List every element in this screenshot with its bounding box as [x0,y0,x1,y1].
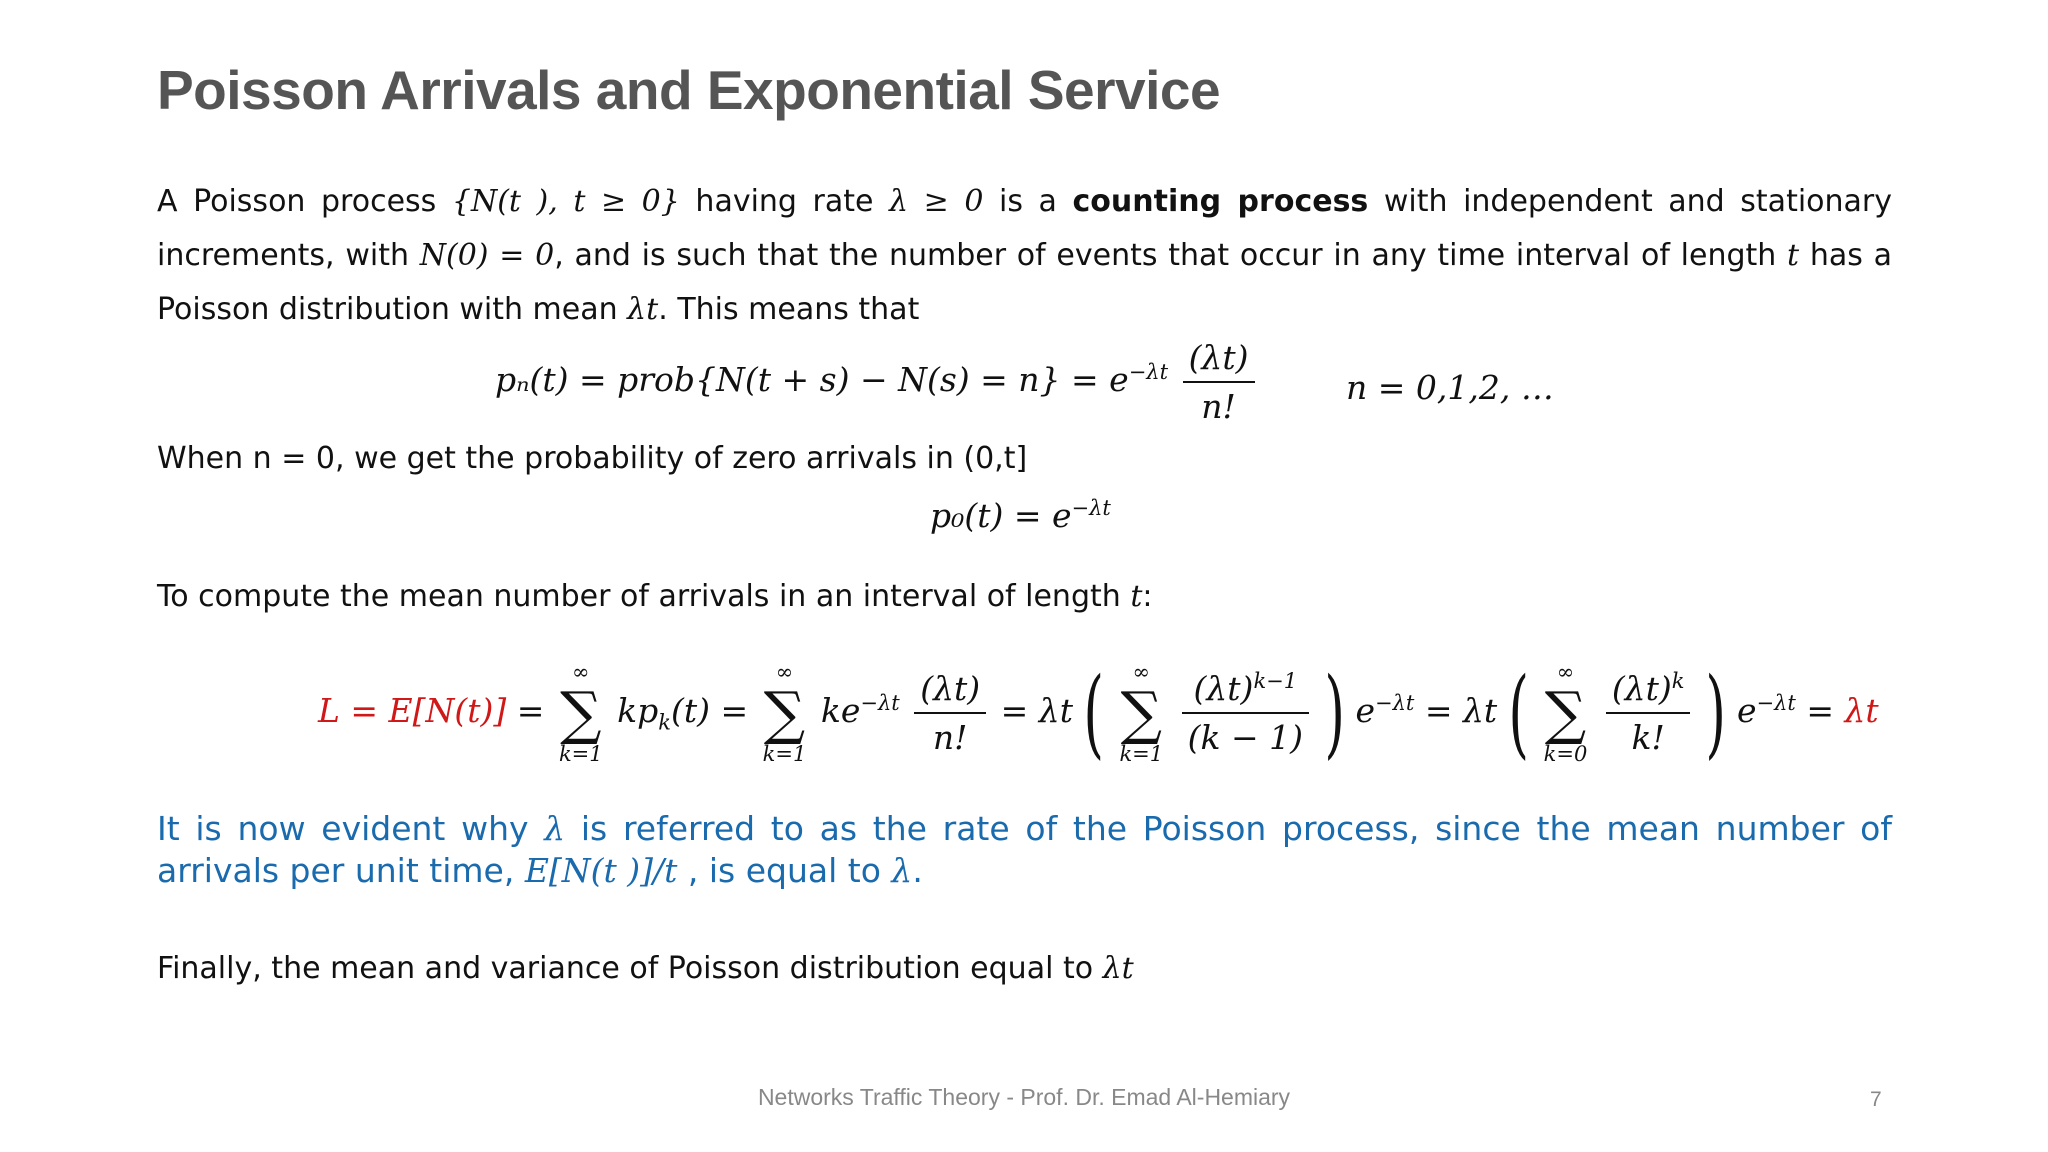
evident-paragraph [157,808,1892,892]
mean-intro-text [157,570,1892,624]
poisson-pmf-equation [495,338,1259,426]
eq2-lt-2: = λt [1424,691,1498,730]
left-paren-2: ( [1508,657,1529,769]
sum-4-lower: k=0 [1543,742,1588,766]
intro-text-1: A Poisson process [157,184,437,219]
sum-2-lower: k=1 [762,742,807,766]
right-paren-2: ) [1705,657,1727,769]
intro-math-n0: N(0) = 0 [419,238,555,273]
intro-text-5: , and is such that the number of events that occur in any time interval of length [554,238,1788,273]
eq2-term1b: (t) = [670,691,749,730]
intro-math-t: t [1787,238,1800,273]
eq2-frac3-den: k! [1631,718,1665,757]
evident-text-2: is referred to as the rate of the Poisson process, since the mean number of arrivals per unit time, [157,809,1892,890]
eq2-lt-1: = λt [1000,691,1073,730]
evident-lambda-1: λ [544,809,566,848]
final-text: Finally, the mean and variance of Poisson distribution equal to [157,951,1103,986]
evident-text-1: It is now evident why [157,809,545,848]
final-math: λt [1102,951,1134,986]
eq2-frac2-den: (k − 1) [1187,718,1303,757]
right-paren-1: ) [1323,657,1345,769]
evident-text-3: , is equal to [677,851,892,890]
eq2-frac3-num [1606,669,1691,714]
page-number: 7 [1870,1088,1882,1111]
eq2-frac3-num-base: (λt) [1611,669,1672,708]
sum-1-sigma: ∑ [560,679,602,747]
slide-title: Poisson Arrivals and Exponential Service [157,59,1221,121]
eq2-term2: ke [820,691,861,730]
eq1-numerator: (λt) [1183,338,1255,383]
eq2-fraction-3 [1606,669,1691,757]
eq2-e-1-exp: −λt [1374,691,1415,715]
eq1-denominator: n! [1201,387,1236,426]
sum-3-upper: ∞ [1132,660,1151,684]
mean-arrivals-equation [318,657,1879,769]
sum-2-sigma: ∑ [763,679,806,747]
eq2-lhs: L = E[N(t)] [318,691,507,730]
sum-3-lower: k=1 [1119,742,1164,766]
sum-4 [1544,660,1588,766]
sum-4-sigma: ∑ [1544,679,1587,747]
eq2-fraction-1 [914,669,986,757]
zero-arrivals-equation [930,496,1111,535]
eq2-rhs: λt [1844,691,1879,730]
intro-text-6: has a Poisson distribution with mean [157,238,1893,327]
mean-colon: : [1142,579,1153,614]
intro-text-7: . This means that [658,292,920,327]
sum-3-sigma: ∑ [1120,679,1162,747]
eq2-frac2-num-exp: k−1 [1253,669,1298,693]
intro-text-4: with independent and stationary increments, with [157,184,1893,273]
mean-var-t: t [1130,579,1143,614]
sum-1 [559,660,603,766]
eq2-frac3-num-exp: k [1671,669,1685,693]
intro-math-lt: λt [627,292,659,327]
sum-3 [1119,660,1163,766]
sum-4-upper: ∞ [1556,660,1575,684]
eq2-e-1: e [1355,691,1375,730]
eq2-frac2-num [1182,669,1309,714]
eq2-e-2: e [1736,691,1757,730]
evident-text-4: . [912,851,923,890]
intro-math-rate: λ ≥ 0 [889,184,984,219]
eq2-frac1-den: n! [932,718,968,757]
intro-bold-counting: counting process [1072,184,1369,219]
eq2-equals-last: = [1806,691,1834,730]
left-paren-1: ( [1083,657,1105,769]
eq1-condition: n = 0,1,2, … [1346,368,1554,407]
final-paragraph [157,942,1892,996]
eq2-e-2-exp: −λt [1756,691,1796,715]
eq2-term2-exp: −λt [860,691,900,715]
eq2-frac1-num: (λt) [914,669,986,714]
evident-lambda-2: λ [891,851,913,890]
eq2-term1: kp [617,691,659,730]
sum-2 [763,660,807,766]
intro-math-process: {N(t ), t ≥ 0} [451,184,680,219]
eq1-exponent: −λt [1128,360,1169,384]
sum-2-upper: ∞ [775,660,794,684]
evident-math-ratio: E[N(t )]/t [524,851,678,890]
intro-text-2: having rate [679,184,890,219]
sum-1-lower: k=1 [558,742,603,766]
slide-footer: Networks Traffic Theory - Prof. Dr. Emad Al-Hemiary [757,1084,1291,1110]
eq2-frac2-num-base: (λt) [1193,669,1254,708]
mean-text: To compute the mean number of arrivals in an interval of length [157,579,1131,614]
eq-p0: p₀(t) = e [930,496,1072,535]
sum-1-upper: ∞ [572,660,590,684]
eq2-term1-sub: k [658,710,671,735]
intro-text-3: is a [983,184,1073,219]
eq2-fraction-2 [1182,669,1309,757]
eq2-equals-1: = [516,691,545,730]
eq-p0-exponent: −λt [1071,496,1111,520]
intro-paragraph [157,175,1892,337]
zero-arrivals-text: When n = 0, we get the probability of zero arrivals in (0,t] [157,441,1028,476]
eq1-fraction [1183,338,1255,426]
eq1-lhs: pₙ(t) = prob{N(t + s) − N(s) = n} = e [495,360,1129,399]
